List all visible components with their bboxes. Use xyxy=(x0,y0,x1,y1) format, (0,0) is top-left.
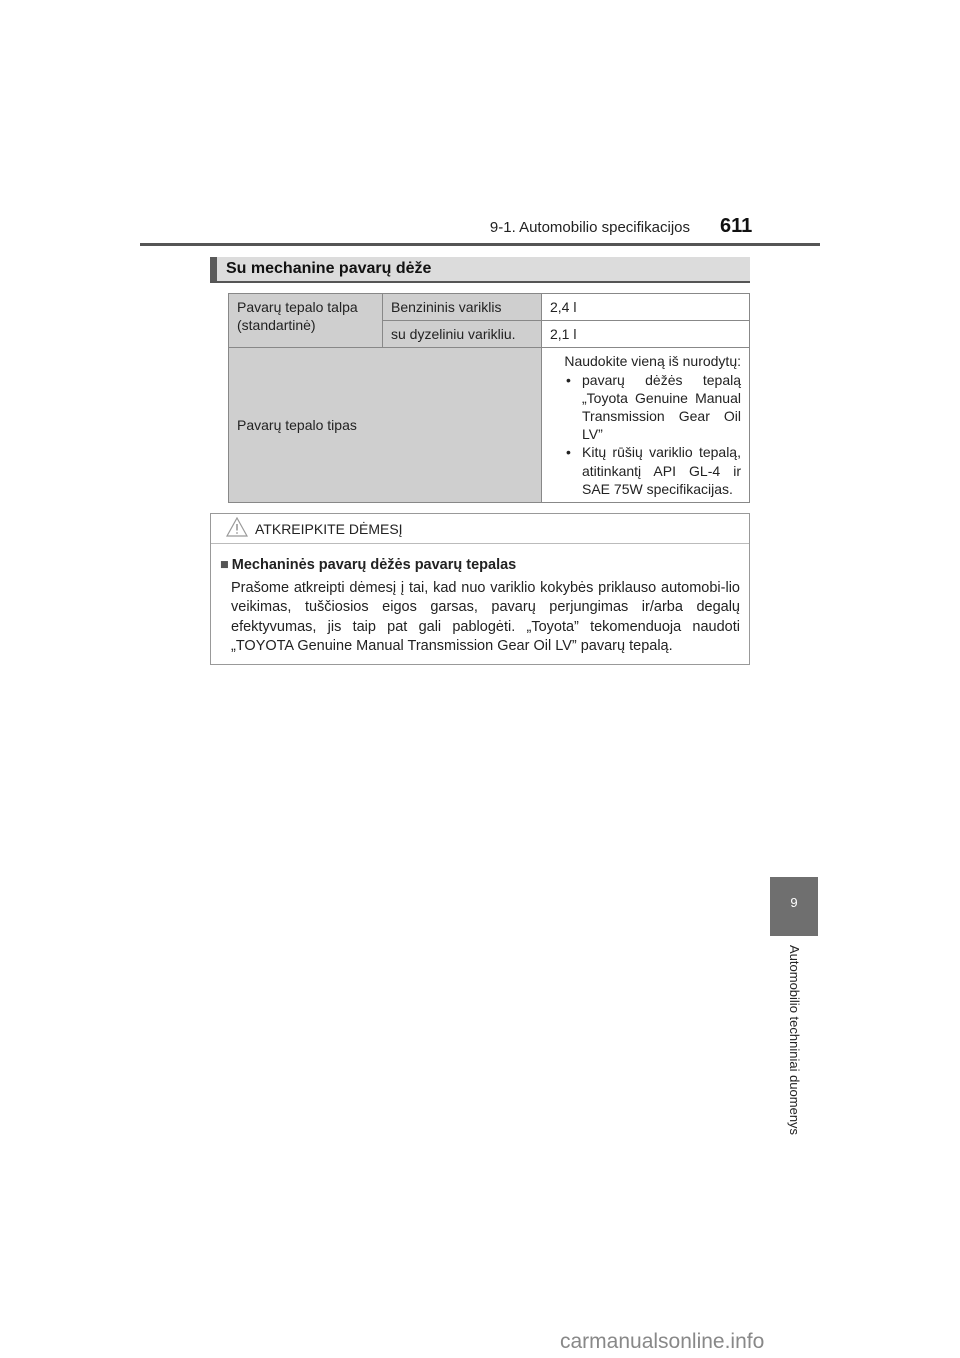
section-title: Su mechanine pavarų dėže xyxy=(226,260,432,277)
warning-triangle-icon xyxy=(226,517,248,542)
chapter-tab xyxy=(770,877,818,936)
oil-type-list xyxy=(550,371,741,498)
capacity-label-cell: Pavarų tepalo talpa (standartinė) xyxy=(229,294,383,348)
header-divider xyxy=(140,243,820,246)
caution-title: ATKREIPKITE DĖMESĮ xyxy=(255,521,403,537)
section-title-bar xyxy=(210,257,750,283)
running-header: 9-1. Automobilio specifikacijos xyxy=(489,219,690,236)
watermark: carmanualsonline.info xyxy=(560,1330,765,1353)
caution-header xyxy=(211,514,749,544)
table-row xyxy=(229,294,750,321)
caution-heading xyxy=(220,556,740,576)
list-item: • pavarų dėžės tepalą „Toyota Genuine Manual Transmission Gear Oil LV” xyxy=(550,371,741,444)
engine-cell: Benzininis variklis xyxy=(383,294,542,321)
oil-spec-table xyxy=(228,293,750,503)
section-title-accent xyxy=(210,257,217,281)
list-item: • Kitų rūšių variklio tepalą, atitinkantį API GL-4 ir SAE 75W specifikacijas. xyxy=(550,443,741,498)
caution-heading-text: Mechaninės pavarų dėžės pavarų tepalas xyxy=(231,557,517,573)
oil-type-intro: Naudokite vieną iš nurodytų: xyxy=(564,353,741,370)
square-bullet-icon: ■ xyxy=(220,557,229,573)
caution-text: Prašome atkreipti dėmesį į tai, kad nuo variklio kokybės priklauso automobi-lio veikimas, tuščiosios eigos garsas, pavarų perjungimas ir/arba degalų efektyvumas, jis taip pat gali pablogėti. „Toyota” tekomenduoja naudoti „TOYOTA Genuine Manual Transmission Gear Oil LV” pavarų tepalą. xyxy=(231,579,740,654)
oil-type-value-cell xyxy=(542,348,750,503)
oil-type-label-cell: Pavarų tepalo tipas xyxy=(229,348,542,503)
capacity-value-cell: 2,1 l xyxy=(542,321,750,348)
caution-box xyxy=(210,513,750,665)
chapter-number: 9 xyxy=(790,895,798,910)
table-row xyxy=(229,348,750,503)
page-number: 611 xyxy=(720,215,753,237)
engine-cell: su dyzeliniu varikliu. xyxy=(383,321,542,348)
chapter-label: Automobilio techniniai duomenys xyxy=(787,945,802,1136)
caution-body xyxy=(211,544,749,657)
capacity-value-cell: 2,4 l xyxy=(542,294,750,321)
